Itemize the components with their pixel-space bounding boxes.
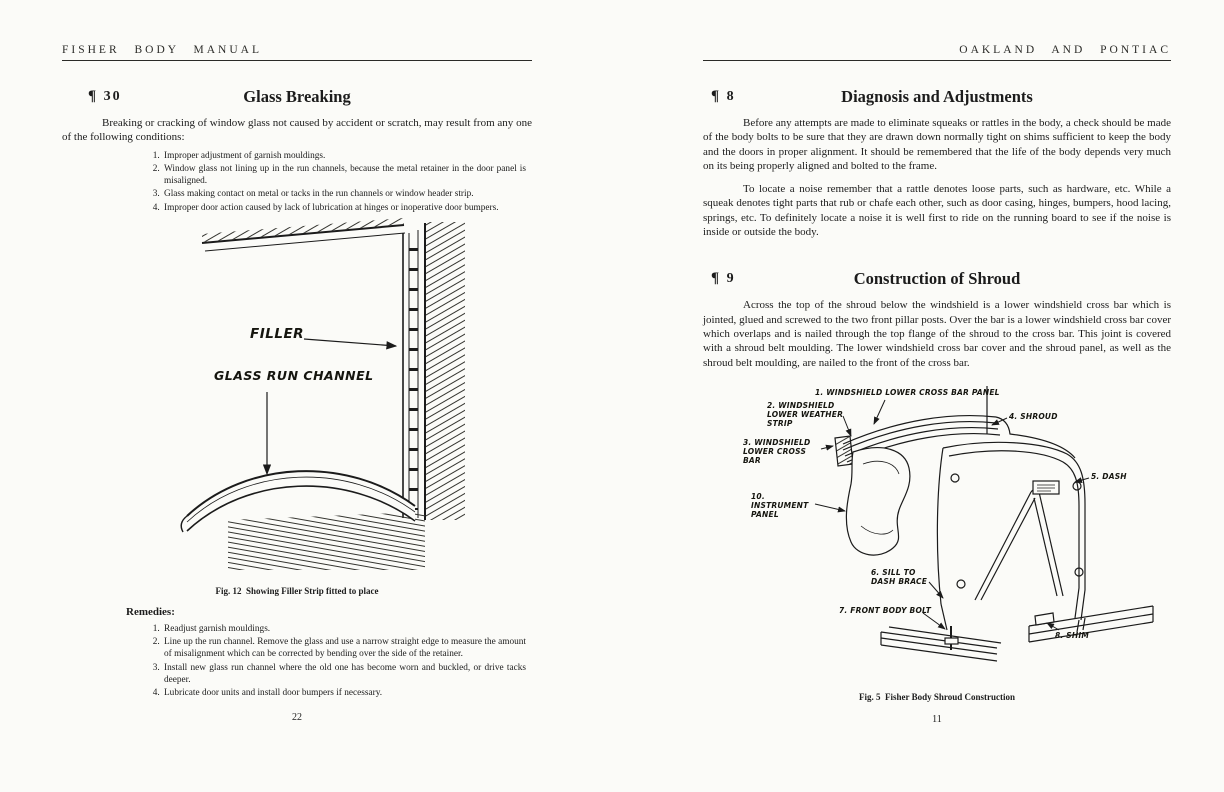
figure-5-caption: Fig. 5 Fisher Body Shroud Construction — [859, 691, 1015, 702]
figure-label-4-shroud: 4. SHROUD — [1009, 411, 1058, 421]
list-item: 1. Readjust garnish mouldings. — [162, 623, 526, 635]
figure-label-5-dash: 5. DASH — [1091, 471, 1127, 481]
section-number: 8 — [726, 89, 736, 104]
intro-paragraph: Breaking or cracking of window glass not caused by accident or scratch, may result from any one of the following conditions: — [62, 117, 532, 144]
remedies-list — [62, 623, 526, 700]
filler-strip-drawing — [132, 218, 512, 578]
page-number-left: 22 — [292, 711, 302, 723]
running-head-right: OAKLAND AND PONTIAC — [703, 44, 1171, 61]
section-heading-shroud — [703, 269, 1171, 289]
figure-label-3-windshield-lower-cross-bar: 3. WINDSHIELD LOWER CROSS BAR — [743, 437, 811, 465]
list-item: 2. Window glass not lining up in the run channels, because the metal retainer in the door panel is misaligned. — [162, 163, 526, 188]
section-title: Glass Breaking — [243, 87, 351, 106]
list-item: 3. Glass making contact on metal or tacks in the run channels or window header strip. — [162, 188, 526, 200]
body-paragraph: Across the top of the shroud below the windshield is a lower windshield cross bar which is jointed, glued and screwed to the two front pillar posts. Over the bar is a lower windshield cross bar cover which overlaps and is nailed through the top flange of the shroud to the cross bar. This joint is covered with a shroud belt moulding. The lower windshield cross bar cover and the shroud panel, as well as the shroud belt moulding, are nailed to the front of the cross bar. — [703, 299, 1171, 369]
paragraph-mark — [88, 88, 122, 105]
shroud-construction-drawing — [703, 386, 1173, 686]
figure-5 — [703, 386, 1171, 686]
section-number: 9 — [726, 271, 736, 287]
right-page — [703, 0, 1171, 725]
figure-label-glass-run-channel: GLASS RUN CHANNEL — [214, 367, 374, 383]
paragraph-mark — [711, 88, 736, 105]
list-item: 3. Install new glass run channel where the old one has become worn and buckled, or drive tacks deeper. — [162, 662, 526, 687]
running-head-left: FISHER BODY MANUAL — [62, 44, 532, 61]
remedies-heading: Remedies: — [126, 605, 175, 618]
body-paragraph: To locate a noise remember that a rattle denotes loose parts, such as hardware, etc. While a squeak denotes tight parts that rub or chafe each other, such as door casing, hinges, bumpers, hood lacing, springs, etc. To definitely locate a noise it is well first to ride on the running board to see if the noise is inside or outside the body. — [703, 183, 1171, 239]
section-number: 30 — [103, 89, 122, 104]
figure-label-7-front-body-bolt: 7. FRONT BODY BOLT — [839, 605, 932, 615]
paragraph-mark — [711, 270, 736, 287]
section-title: Diagnosis and Adjustments — [841, 87, 1033, 106]
body-paragraph: Before any attempts are made to eliminate squeaks or rattles in the body, a check should be made of the body bolts to be sure that they are drawn down normally tight on shims sufficient to keep the body and the doors in proper alignment. It should be remembered that the life of the body depends very much on its being properly aligned and bolted to the frame. — [703, 117, 1171, 172]
pilcrow-glyph: ¶ — [711, 270, 722, 287]
pilcrow-glyph: ¶ — [711, 88, 722, 104]
figure-label-8-shim: 8. SHIM — [1055, 630, 1090, 640]
pilcrow-glyph: ¶ — [88, 88, 99, 104]
left-page — [62, 0, 532, 723]
section-heading-diagnosis — [703, 87, 1171, 107]
figure-12 — [62, 218, 532, 580]
figure-label-2-windshield-lower-weather-strip: 2. WINDSHIELD LOWER WEATHER STRIP — [767, 400, 844, 428]
figure-label-10-instrument-panel: 10. INSTRUMENT PANEL — [751, 491, 809, 519]
section-heading-glass-breaking — [62, 87, 532, 107]
list-item: 2. Line up the run channel. Remove the glass and use a narrow straight edge to measure the amount of misalignment which can be corrected by bending over the side of the retainer. — [162, 636, 526, 661]
conditions-list — [62, 150, 526, 214]
figure-label-6-sill-to-dash-brace: 6. SILL TO DASH BRACE — [871, 567, 928, 586]
page-number-right: 11 — [932, 713, 942, 725]
list-item: 1. Improper adjustment of garnish mouldings. — [162, 150, 526, 162]
list-item: 4. Lubricate door units and install door bumpers if necessary. — [162, 687, 526, 699]
figure-label-1-windshield-lower-cross-bar-panel: 1. WINDSHIELD LOWER CROSS BAR PANEL — [815, 387, 1000, 397]
figure-label-filler: FILLER — [250, 325, 305, 342]
section-title: Construction of Shroud — [853, 269, 1021, 289]
list-item: 4. Improper door action caused by lack of lubrication at hinges or inoperative door bumpers. — [162, 202, 526, 214]
figure-12-caption: Fig. 12 Showing Filler Strip fitted to place — [215, 585, 379, 596]
